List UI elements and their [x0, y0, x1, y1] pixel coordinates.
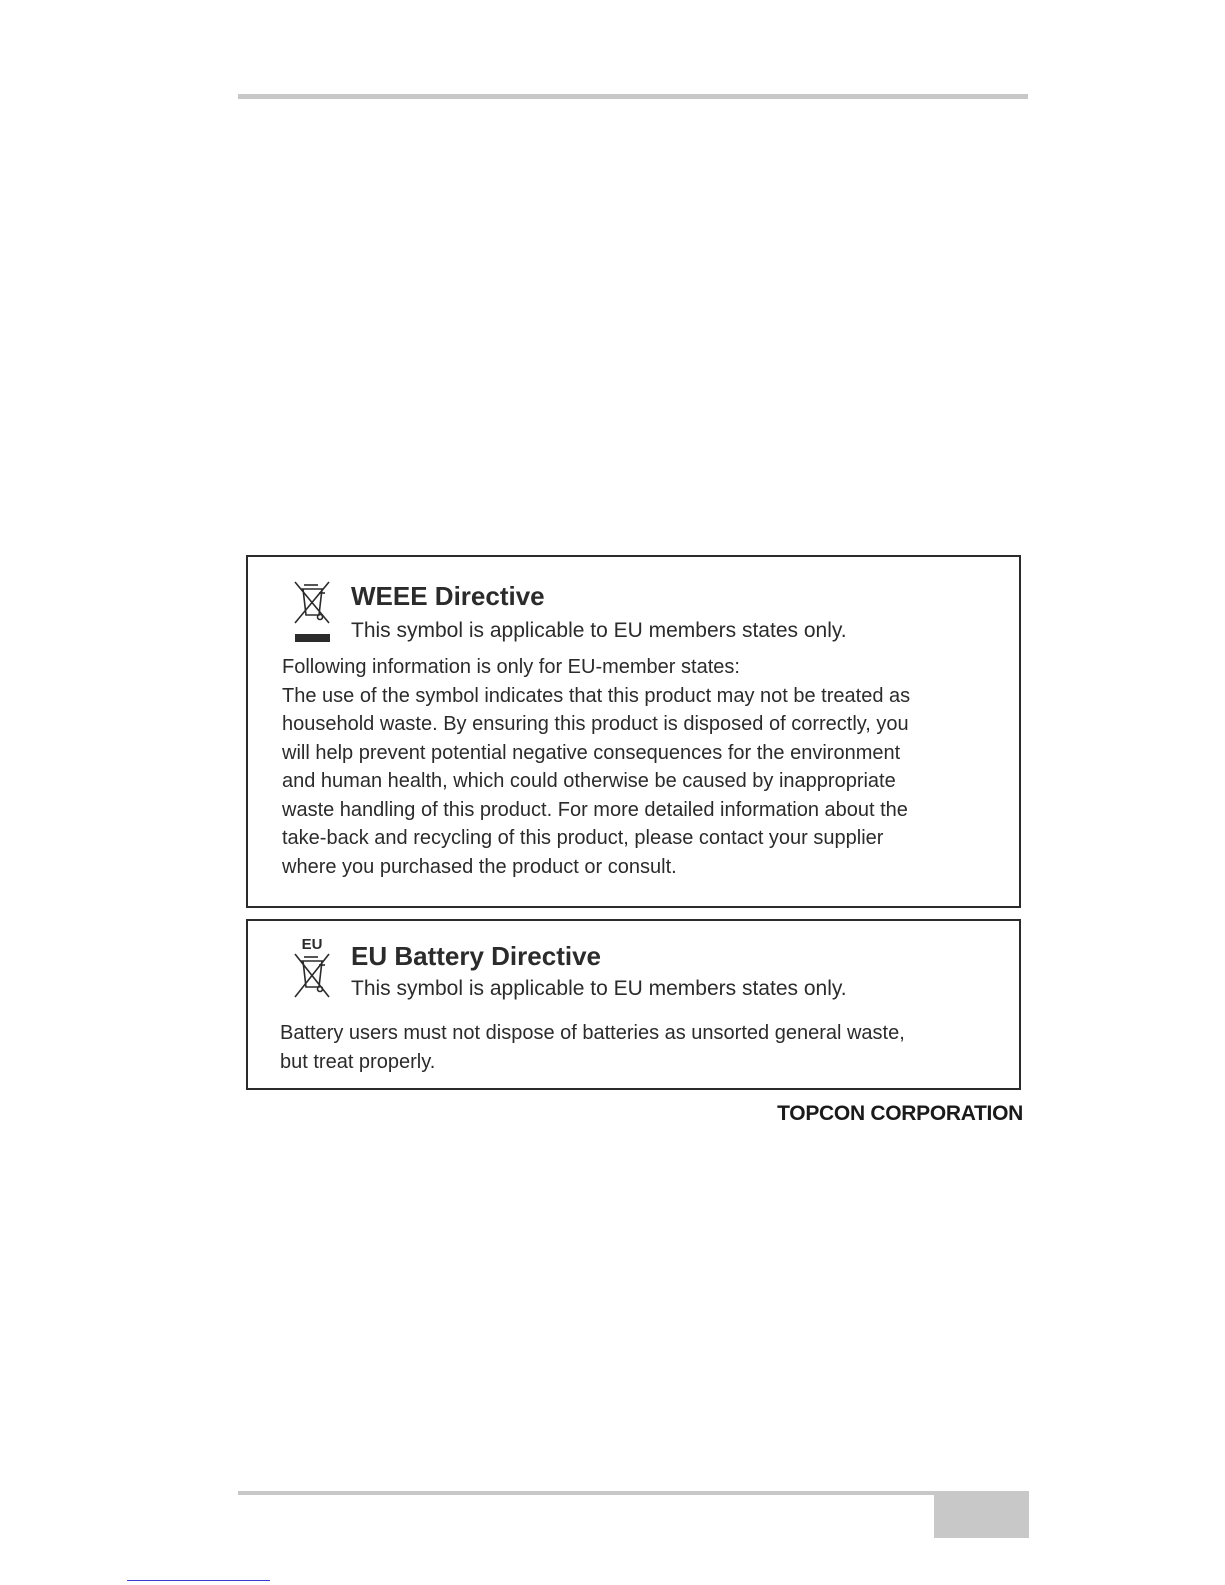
top-header-rule — [238, 94, 1028, 99]
bottom-footer-rule — [238, 1491, 938, 1495]
weee-line: and human health, which could otherwise be caused by inappropriate — [282, 770, 896, 792]
weee-solid-bar — [295, 634, 330, 642]
page-number-tab — [934, 1491, 1029, 1538]
weee-subtitle: This symbol is applicable to EU members states only. — [351, 619, 847, 642]
weee-line: Following information is only for EU-member states: — [282, 656, 740, 678]
battery-body-text — [280, 1019, 992, 1076]
battery-title: EU Battery Directive — [351, 941, 601, 971]
weee-line: waste handling of this product. For more detailed information about the — [282, 798, 908, 821]
battery-line: Battery users must not dispose of batteries as unsorted general waste, — [280, 1022, 905, 1044]
battery-directive-box — [246, 919, 1021, 1090]
eu-icon-label: EU — [301, 936, 323, 953]
company-name: TOPCON CORPORATION — [777, 1102, 1023, 1125]
weee-title: WEEE Directive — [351, 581, 545, 611]
eu-crossed-out-bin-icon — [292, 935, 332, 999]
weee-line: household waste. By ensuring this product is disposed of correctly, you — [282, 713, 909, 735]
weee-line: take-back and recycling of this product, please contact your supplier — [282, 827, 884, 849]
weee-body-text — [282, 653, 994, 881]
weee-directive-box — [246, 555, 1021, 908]
weee-line: The use of the symbol indicates that this product may not be treated as — [282, 684, 911, 707]
weee-line: where you purchased the product or consult. — [282, 855, 677, 878]
battery-line: but treat properly. — [280, 1050, 436, 1073]
crossed-out-wheeled-bin-icon — [292, 579, 332, 625]
weee-line: will help prevent potential negative consequences for the environment — [282, 741, 901, 764]
battery-subtitle: This symbol is applicable to EU members states only. — [351, 977, 847, 1000]
bottom-link-underline — [127, 1580, 270, 1581]
